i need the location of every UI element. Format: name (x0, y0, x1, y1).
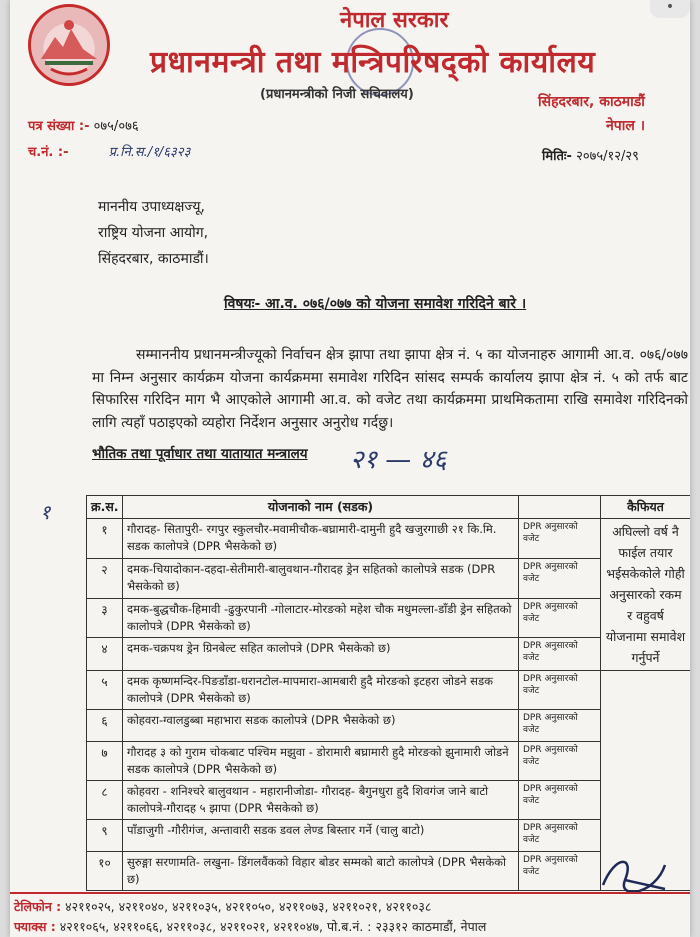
row-project-name: दमक-चक्रपथ ड्रेन ग्रिनबेल्ट सहित कालोपत्रे (DPR भैसकेको छ) (123, 638, 519, 671)
letter-date (542, 146, 639, 164)
row-serial: १० (87, 852, 123, 891)
table-row (87, 638, 691, 671)
address-line-2: नेपाल । (606, 118, 646, 134)
row-project-name: पाँडाजुगी -गौरीगंज, अन्तावारी सडक डवल लेण्ड बिस्तार गर्ने (चालु बाटो) (123, 820, 519, 852)
letter-subject: विषयः- आ.व. ०७६/०७७ को योजना समावेश गरिदिने बारे । (224, 296, 527, 312)
row-budget-note: DPR अनुसारको वजेट (519, 558, 601, 598)
footer-divider (10, 892, 690, 894)
row-budget-note: DPR अनुसारको वजेट (519, 519, 601, 559)
fax-label: फ्याक्स : (14, 919, 56, 934)
recipient-line-1: माननीय उपाध्यक्षज्यू, (98, 199, 205, 215)
letter-number (28, 116, 139, 134)
letter-number-label: पत्र संख्या :- (28, 119, 90, 134)
row-serial: ३ (87, 598, 123, 638)
row-budget-note: DPR अनुसारको वजेट (519, 710, 601, 742)
table-row (87, 671, 691, 710)
footer-phone (14, 898, 431, 915)
row-project-name: दमक कृष्णमन्दिर-पिङडाँडा-धरानटोल-मापमारा-आमबारी हुदै मोरङको इटहरा जोडने सडक कालोपत्रे (DPR भैसकेको छ) (123, 671, 519, 710)
row-budget-note: DPR अनुसारको वजेट (519, 781, 601, 820)
handwritten-mark: १ (40, 500, 51, 524)
row-budget-note: DPR अनुसारको वजेट (519, 671, 601, 710)
recipient-block (98, 194, 209, 272)
remarks-cell: अघिल्लो वर्ष नै फाईल तयार भईसकेकोले गोही अनुसारको रकम र वहुवर्ष योजनामा समावेश गर्नुपर्ने (601, 519, 691, 671)
header-budget (519, 496, 601, 519)
row-budget-note: DPR अनुसारको वजेट (519, 638, 601, 671)
row-project-name: सुरुङ्गा सरणामति- लखुना- डिंगलवैंकको विहार बोडर सम्मको बाटो कालोपत्रे (DPR भैसकेको छ) (123, 852, 519, 891)
fax-values: ४२११०६५, ४२११०६६, ४२११०३८, ४२११०२१, ४२११०४७, पो.ब.नं. : २३३१२ काठमाडौं, नेपाल (59, 919, 487, 934)
row-serial: ६ (87, 710, 123, 742)
header-project-name: योजनाको नाम (सडक) (123, 496, 519, 519)
row-serial: ५ (87, 671, 123, 710)
table-row (87, 598, 691, 638)
address-line-1: सिंहदरबार, काठमाडौं (538, 94, 645, 110)
letter-page (10, 0, 690, 937)
row-serial: २ (87, 558, 123, 598)
header-remarks: कैफियत (601, 496, 691, 519)
footer-fax (14, 918, 486, 935)
dispatch-number (28, 142, 190, 160)
row-project-name: गौरादह- सितापुरी- रगपुर स्कुलचौर-मवामीचौक-बघ्रामारी-दामुनी हुदै खजुरगाछी २१ कि.मि. सडक कालोपत्रे (DPR भैसकेको छ) (123, 519, 519, 559)
date-value: २०७५/१२/२९ (576, 149, 639, 164)
row-serial: ९ (87, 820, 123, 852)
signature-icon (595, 845, 675, 905)
letter-number-value: ०७५/०७६ (93, 119, 139, 134)
government-title: नेपाल सरकार (340, 8, 449, 33)
letter-body: सम्माननीय प्रधानमन्त्रीज्यूको निर्वाचन क्षेत्र झापा तथा झापा क्षेत्र नं. ५ का योजनाहरु आगामी आ.व. ०७६/०७७ मा निम्न अनुसार कार्यक्रम योजना कार्यक्रममा समावेश गरिदिन सांसद सम्पर्क कार्यालय झापा क्षेत्र नं. ५ को तर्फ बाट सिफारिस गरिदिन माग भै आएकोले आगामी आ.व. को वजेट तथा कार्यक्रममा प्राथमिकतामा राखि समावेश गरिदिनको लागि त्यहाँ पठाइएको व्यहोरा निर्देशन अनुसार अनुरोध गर्दछु। (92, 347, 688, 431)
row-project-name: गौरादह ३ को गुराम चोकबाट पश्चिम मझुवा - डोरामारी बघ्रामारी हुदै मोरङको झुनामारी जोडने सडक कालोपत्रे (DPR भैसकेको छ) (123, 742, 519, 781)
row-serial: ७ (87, 742, 123, 781)
sub-office: (प्रधानमन्त्रीको निजी सचिवालय) (260, 87, 414, 102)
nepal-emblem-icon (28, 4, 110, 86)
recipient-line-3: सिंहदरबार, काठमाडौं। (98, 251, 209, 267)
table-row (87, 781, 691, 820)
row-project-name: कोहवरा-ग्वालडुब्बा महाभारा सडक कालोपत्रे (DPR भैसकेको छ) (123, 710, 519, 742)
phone-values: ४२११०२५, ४२११०४०, ४२११०३५, ४२११०५०, ४२११०७३, ४२११०२१, ४२११०३८ (65, 899, 432, 914)
dispatch-number-label: च.नं. :- (28, 145, 69, 160)
office-title: प्रधानमन्त्री तथा मन्त्रिपरिषद्को कार्यालय (150, 45, 596, 80)
table-header-row (87, 496, 691, 519)
row-project-name: कोहवरा - शनिश्चरे बालुवथान - महारानीजोडा- गौरादह- बैगुनधुरा हुदै शिवगंज जाने बाटो कालोपत्रे-गौरादह ५ झापा (DPR भैसकेको छ) (123, 781, 519, 820)
table-row (87, 710, 691, 742)
row-project-name: दमक-चियादोकान-दहदा-सेतीमारी-बालुवथान-गौरादह ड्रेन सहितको कालोपत्रे सडक (DPR भैसकेको छ) (123, 558, 519, 598)
row-serial: ८ (87, 781, 123, 820)
header-serial: क्र.स. (87, 496, 123, 519)
table-row (87, 558, 691, 598)
row-project-name: दमक-बुद्धचौक-हिमावी -ढुकुरपानी -गोलाटार-मोरङको महेश चौक मधुमल्ला-डाँडी ड्रेन सहितको कालोपत्रे (DPR भैसकेको छ) (123, 598, 519, 638)
dispatch-number-value: प्र.नि.स./१/६३२३ (108, 145, 191, 160)
more-options-icon[interactable]: • (650, 0, 690, 18)
row-budget-note: DPR अनुसारको वजेट (519, 852, 601, 891)
row-serial: ४ (87, 638, 123, 671)
row-serial: १ (87, 519, 123, 559)
row-budget-note: DPR अनुसारको वजेट (519, 742, 601, 781)
table-row (87, 519, 691, 559)
recipient-line-2: राष्ट्रिय योजना आयोग, (98, 225, 209, 241)
date-label: मितिः- (542, 149, 572, 164)
table-row (87, 742, 691, 781)
row-budget-note: DPR अनुसारको वजेट (519, 598, 601, 638)
phone-label: टेलिफोन : (14, 899, 62, 914)
ministry-handwritten-note: २१ — ४६ (350, 445, 447, 475)
ministry-heading: भौतिक तथा पूर्वाधार तथा यातायात मन्त्रालय (92, 446, 308, 462)
row-budget-note: DPR अनुसारको वजेट (519, 820, 601, 852)
projects-table (86, 495, 690, 891)
